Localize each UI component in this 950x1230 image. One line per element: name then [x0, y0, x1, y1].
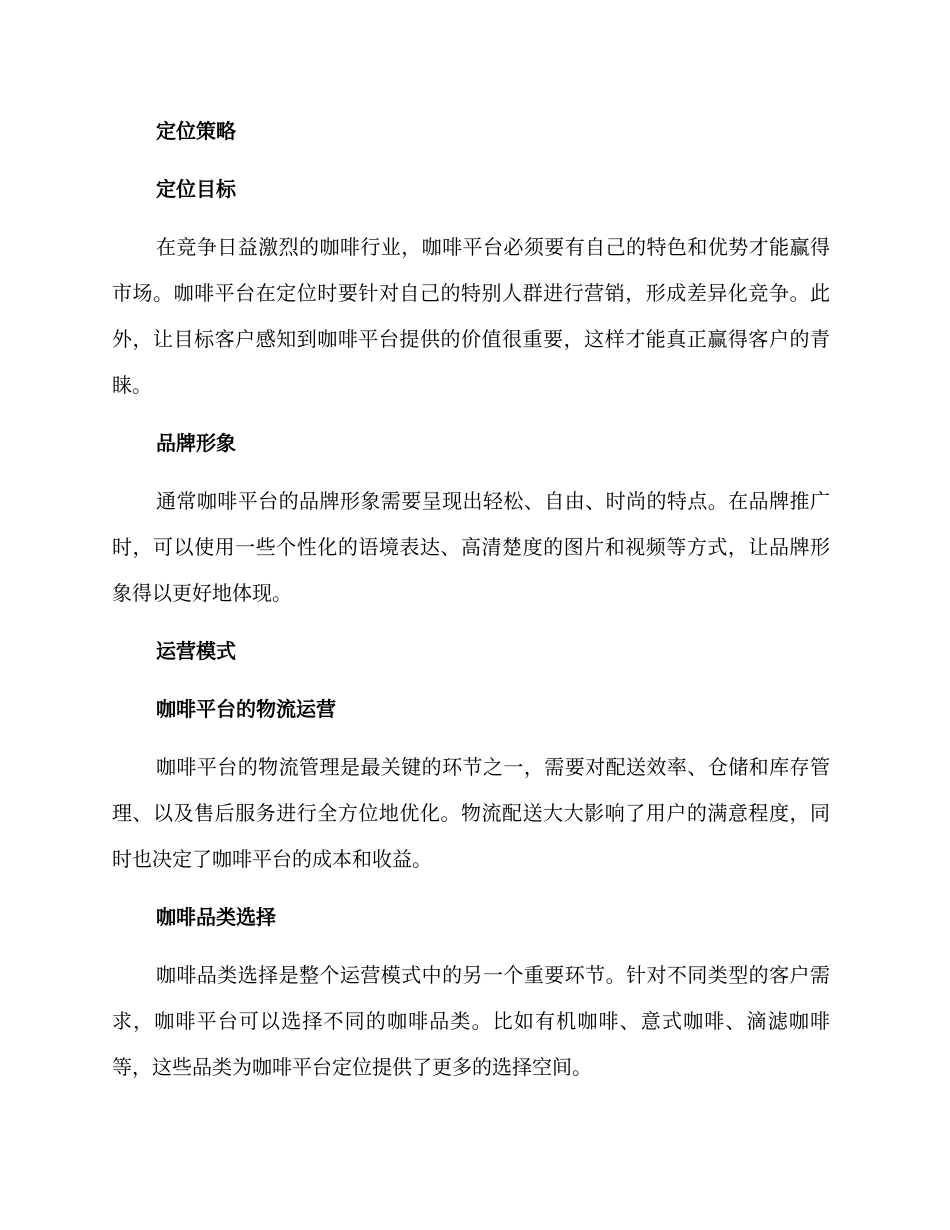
section-heading-category-selection: 咖啡品类选择: [156, 905, 276, 929]
paragraph-logistics: 咖啡平台的物流管理是最关键的环节之一，需要对配送效率、仓储和库存管理、以及售后服务进行全方位地优化。物流配送大大影响了用户的满意程度，同时也决定了咖啡平台的成本和收益。: [112, 755, 830, 871]
paragraph-positioning-goal: 在竞争日益激烈的咖啡行业，咖啡平台必须要有自己的特色和优势才能赢得市场。咖啡平台在定位时要针对自己的特别人群进行营销，形成差异化竞争。此外，让目标客户感知到咖啡平台提供的价值很重要，这样才能真正赢得客户的青睐。: [112, 235, 830, 397]
section-heading-positioning-goal: 定位目标: [156, 177, 236, 201]
section-heading-logistics: 咖啡平台的物流运营: [156, 697, 336, 721]
paragraph-category-selection: 咖啡品类选择是整个运营模式中的另一个重要环节。针对不同类型的客户需求，咖啡平台可以选择不同的咖啡品类。比如有机咖啡、意式咖啡、滴滤咖啡等，这些品类为咖啡平台定位提供了更多的选择空间。: [112, 963, 830, 1079]
section-heading-brand-image: 品牌形象: [156, 431, 236, 455]
paragraph-brand-image: 通常咖啡平台的品牌形象需要呈现出轻松、自由、时尚的特点。在品牌推广时，可以使用一些个性化的语境表达、高清楚度的图片和视频等方式，让品牌形象得以更好地体现。: [112, 489, 830, 605]
document-body: [112, 108, 830, 1102]
section-heading-positioning-strategy: 定位策略: [156, 119, 236, 143]
section-heading-operating-model: 运营模式: [156, 639, 236, 663]
